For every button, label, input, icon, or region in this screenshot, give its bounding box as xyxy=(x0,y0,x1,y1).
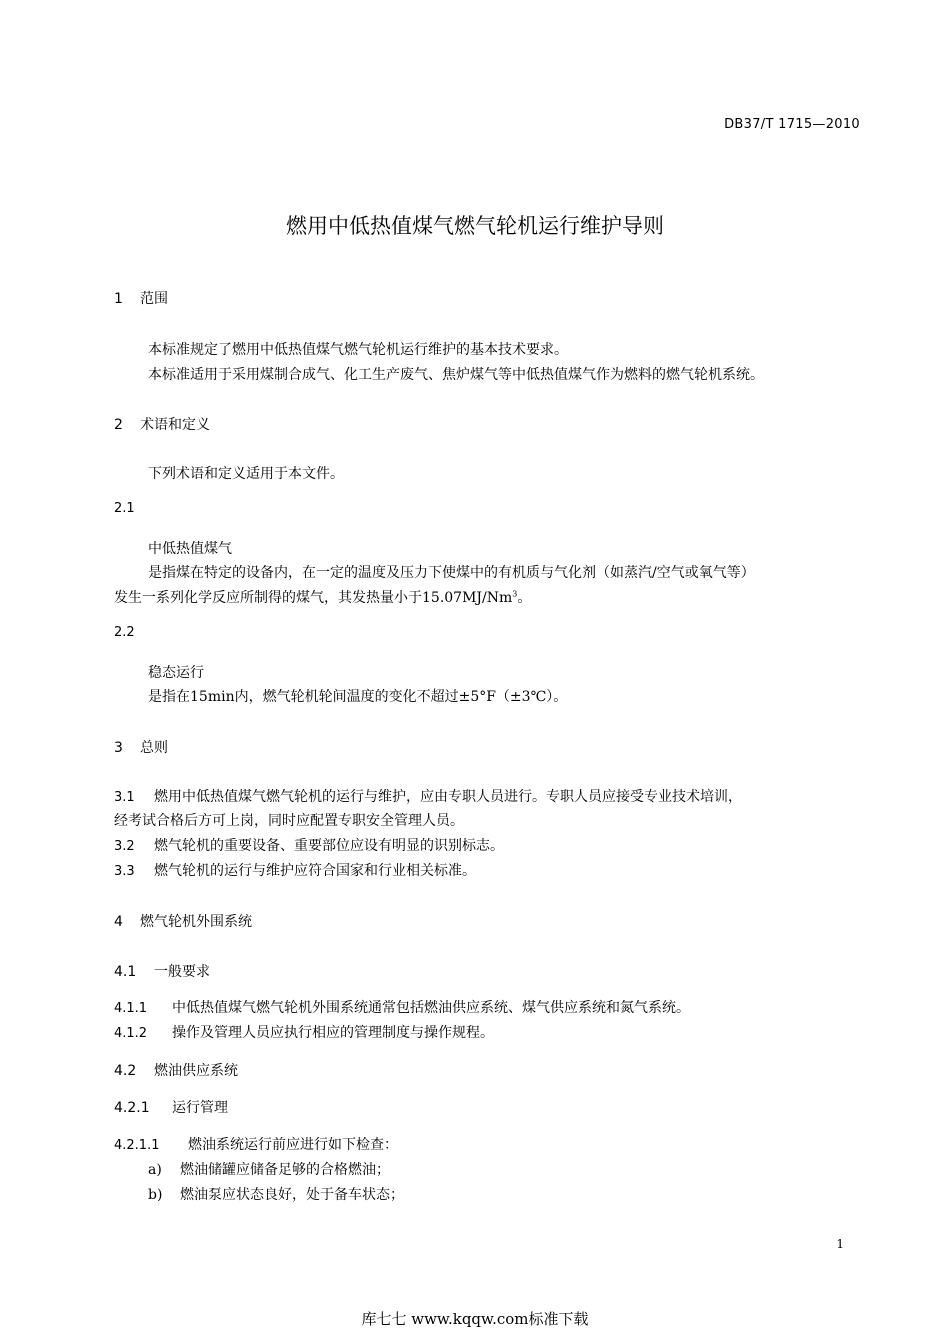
clause-continuation: 经考试合格后方可上岗，同时应配置专职安全管理人员。 xyxy=(114,813,464,829)
subsection-heading xyxy=(114,1060,238,1080)
clause-text: 操作及管理人员应执行相应的管理制度与操作规程。 xyxy=(172,1025,494,1041)
section-2-heading xyxy=(114,414,210,434)
section-number: 4 xyxy=(114,914,123,930)
subsection-number: 4.2 xyxy=(114,1063,137,1079)
document-number: DB37/T 1715—2010 xyxy=(724,117,860,132)
clause-text: 燃油系统运行前应进行如下检查： xyxy=(188,1137,398,1153)
page-number: 1 xyxy=(836,1237,844,1251)
clause-text: 燃气轮机的重要设备、重要部位应设有明显的识别标志。 xyxy=(154,838,504,854)
paragraph: 本标准规定了燃用中低热值煤气燃气轮机运行维护的基本技术要求。 xyxy=(148,342,568,358)
section-title: 总则 xyxy=(140,740,168,756)
clause-number: 3.2 xyxy=(114,839,135,854)
section-number: 1 xyxy=(114,291,123,307)
term-name: 稳态运行 xyxy=(148,665,204,681)
definition-end: 。 xyxy=(517,590,532,606)
subsection-title: 燃油供应系统 xyxy=(154,1063,238,1079)
section-number: 3 xyxy=(114,740,123,756)
list-item-label: a) xyxy=(148,1162,162,1178)
definition-text: 发生一系列化学反应所制得的煤气，其发热量小于15.07MJ/Nm xyxy=(114,590,513,606)
subsection-title: 一般要求 xyxy=(154,964,210,980)
section-title: 范围 xyxy=(140,291,168,307)
clause xyxy=(114,1022,494,1042)
clause xyxy=(114,786,742,806)
list-item-label: b) xyxy=(148,1187,163,1203)
term-name: 中低热值煤气 xyxy=(148,541,232,557)
section-number: 2 xyxy=(114,417,123,433)
clause-number: 4.1.1 xyxy=(114,1001,148,1016)
section-3-heading xyxy=(114,737,168,757)
section-4-heading xyxy=(114,911,252,931)
subsection-heading xyxy=(114,1097,228,1117)
clause xyxy=(114,1134,398,1154)
clause-number: 4.1.2 xyxy=(114,1026,148,1041)
clause-text: 燃用中低热值煤气燃气轮机的运行与维护，应由专职人员进行。专职人员应接受专业技术培训， xyxy=(154,789,742,805)
clause xyxy=(114,997,690,1017)
list-item-text: 燃油泵应状态良好，处于备车状态； xyxy=(180,1187,404,1203)
clause-number: 3.1 xyxy=(114,790,135,805)
section-1-heading xyxy=(114,288,168,308)
list-item xyxy=(148,1159,390,1179)
clause-text: 中低热值煤气燃气轮机外围系统通常包括燃油供应系统、煤气供应系统和氮气系统。 xyxy=(172,1000,690,1016)
clause-text: 燃气轮机的运行与维护应符合国家和行业相关标准。 xyxy=(154,863,476,879)
footer-watermark: 库七七 www.kqqw.com标准下载 xyxy=(361,1310,589,1328)
document-title: 燃用中低热值煤气燃气轮机运行维护导则 xyxy=(286,214,664,238)
clause xyxy=(114,860,476,880)
subsection-heading xyxy=(114,961,210,981)
subsection-number: 4.1 xyxy=(114,964,137,980)
section-title: 术语和定义 xyxy=(140,417,210,433)
term-number: 2.1 xyxy=(114,501,135,516)
term-number: 2.2 xyxy=(114,625,135,640)
clause-number: 3.3 xyxy=(114,864,135,879)
clause-number: 4.2.1.1 xyxy=(114,1138,160,1153)
clause xyxy=(114,835,504,855)
paragraph: 下列术语和定义适用于本文件。 xyxy=(148,466,344,482)
unit-superscript: 3 xyxy=(512,589,518,599)
term-definition-line: 是指煤在特定的设备内，在一定的温度及压力下使煤中的有机质与气化剂（如蒸汽/空气或氧气等） xyxy=(148,565,755,581)
list-item-text: 燃油储罐应储备足够的合格燃油； xyxy=(180,1162,390,1178)
section-title: 燃气轮机外围系统 xyxy=(140,914,252,930)
term-definition-line xyxy=(114,587,531,607)
term-definition-line: 是指在15min内，燃气轮机轮间温度的变化不超过±5°F（±3℃）。 xyxy=(148,689,568,705)
list-item xyxy=(148,1184,404,1204)
subsection-number: 4.2.1 xyxy=(114,1100,150,1116)
paragraph: 本标准适用于采用煤制合成气、化工生产废气、焦炉煤气等中低热值煤气作为燃料的燃气轮机系统。 xyxy=(148,367,764,383)
subsection-title: 运行管理 xyxy=(172,1100,228,1116)
